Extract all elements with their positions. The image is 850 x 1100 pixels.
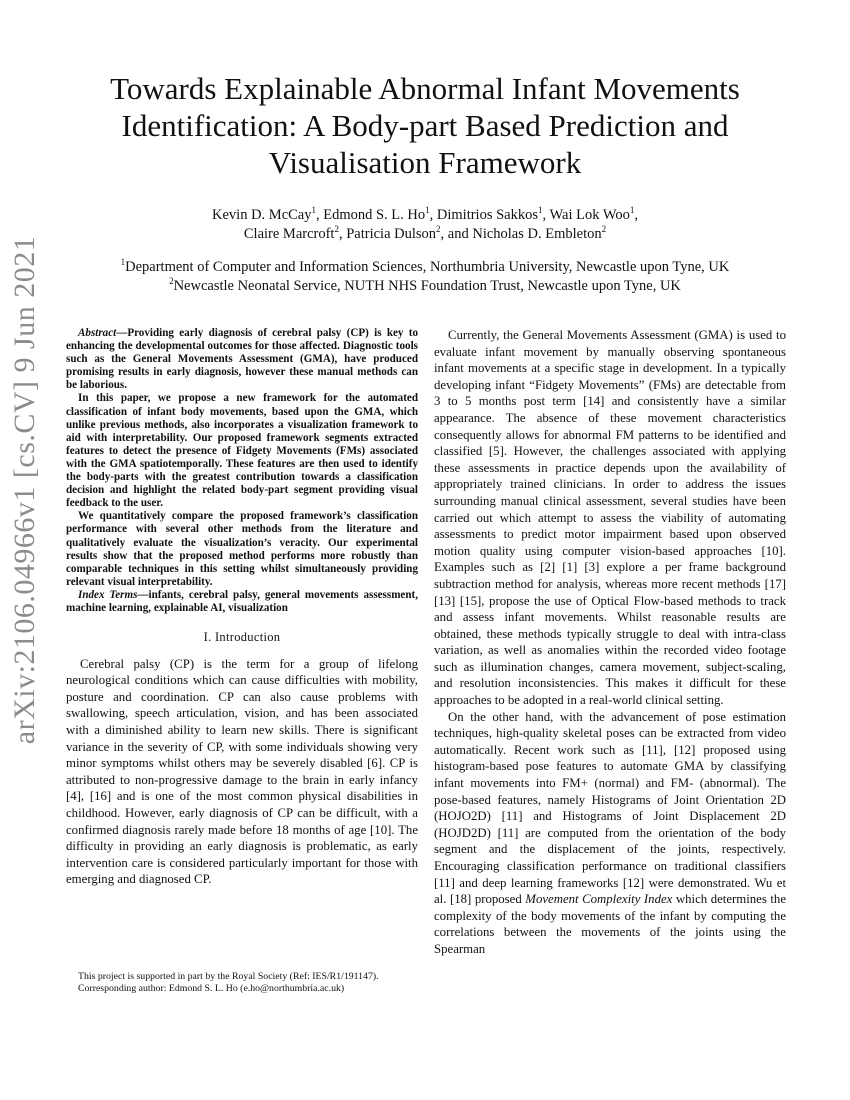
abstract-paragraph: In this paper, we propose a new framework for the automated classification of infant body movements, based upon the GMA, which unlike previous methods, also incorporates a visualization framework to aid with interpretability. Our proposed framework segments extracted features to detect the presence of Fidgety Movements (FMs) associated with the GMA spatiotemporally. These features are then used to identify the body-parts with the greatest contribution towards a classification decision and highlight the related body-part segment providing visual feedback to the user.	[66, 392, 418, 510]
arxiv-identifier-text: arXiv:2106.04966v1 [cs.CV] 9 Jun 2021	[8, 235, 41, 745]
affiliation: $^1$Department of Computer and Information Sciences, Northumbria University, Newcastle upon Tyne, UK	[120, 257, 730, 275]
abstract-label: Abstract	[78, 327, 117, 339]
affiliations	[60, 258, 790, 296]
author-list	[60, 206, 790, 244]
author: Claire Marcroft$^2$,	[243, 224, 347, 242]
right-column	[434, 327, 786, 958]
intro-paragraph: Cerebral palsy (CP) is the term for a group of lifelong neurological conditions which can cause difficulties with mobility, posture and coordination. CP can also cause problems with swallowing, speech articulation, vision, and has been associated with a diminished ability to learn new skills. There is significant variance in the severity of CP, with some individuals showing very minor symptoms whilst others may be severely disabled [6]. CP is attributed to non-progressive damage to the brain in early infancy [4], [16] and is one of the most common physical disabilities in childhood. However, early diagnosis of CP can be difficult, with a confirmed diagnosis rarely made before 18 months of age [10]. The difficulty in providing an early diagnosis is problematic, as early intervention care is considered particularly important for those with emerging and diagnosed CP.	[66, 656, 418, 887]
footnote-support: This project is supported in part by the Royal Society (Ref: IES/R1/191147).	[78, 971, 379, 982]
author-line-1	[60, 206, 790, 225]
index-terms: Index Terms—infants, cerebral palsy, general movements assessment, machine learning, explainable AI, visualization	[66, 588, 418, 614]
footnote	[66, 971, 418, 996]
author: Dimitrios Sakkos$^1$,	[436, 205, 550, 223]
footnote-corresponding: Corresponding author: Edmond S. L. Ho (e.ho@northumbria.ac.uk)	[78, 983, 345, 995]
abstract	[66, 327, 418, 615]
author: Wai Lok Woo$^1$,	[549, 205, 638, 223]
author: Kevin D. McCay$^1$,	[212, 205, 324, 223]
abstract-paragraph: Abstract—Providing early diagnosis of cerebral palsy (CP) is key to enhancing the developmental outcomes for those affected. Diagnostic tools such as the General Movements Assessment (GMA), have produced promising results in early diagnosis, however these manual methods can be laborious.	[66, 327, 418, 392]
author-line-2	[60, 225, 790, 244]
section-heading-introduction: I. Introduction	[203, 630, 281, 645]
body-paragraph: On the other hand, with the advancement of pose estimation techniques, high-quality skeletal poses can be extracted from video automatically. Recent work such as [11], [12] proposed using histogram-based pose features to automate GMA by classifying infant movements into FM+ (normal) and FM- (abnormal). The pose-based features, namely Histograms of Joint Orientation 2D (HOJO2D) [11] and Histograms of Joint Displacement 2D (HOJD2D) [11] are computed from the orientation of the body segment and the displacement of the joints, respectively. Encouraging classification performance on traditional classifiers [11] and deep learning frameworks [12] were demonstrated. Wu et al. [18] proposed Movement Complexity Index which determines the complexity of the body movements of the infant by computing the correlations between the movements of the joints using the Spearman	[434, 709, 786, 956]
abstract-paragraph: We quantitatively compare the proposed framework’s classification performance with several other methods from the literature and qualitatively evaluate the visualization’s veracity. Our experimental results show that the proposed method performs more robustly than comparable techniques in this setting whilst simultaneously providing relevant visual interpretability.	[66, 510, 418, 588]
author: Edmond S. L. Ho$^1$,	[323, 205, 437, 223]
affiliation: $^2$Newcastle Neonatal Service, NUTH NHS Foundation Trust, Newcastle upon Tyne, UK	[169, 276, 681, 294]
author: Nicholas D. Embleton$^2$	[472, 224, 607, 242]
left-column	[66, 327, 418, 888]
author: Patricia Dulson$^2$, and	[346, 224, 473, 242]
index-terms-label: Index Terms	[78, 588, 138, 601]
arxiv-identifier-stamp	[5, 235, 45, 745]
movement-complexity-index-term: Movement Complexity Index	[525, 892, 673, 907]
paper-title: Towards Explainable Abnormal Infant Movements Identification: A Body-part Based Prediction and Visualisation Framework	[110, 71, 740, 180]
body-paragraph: Currently, the General Movements Assessment (GMA) is used to evaluate infant movement by manually observing spontaneous infant movements at a specific stage in development. In a typically developing infant “Fidgety Movements” (FMs) are detectable from 3 to 5 months post term [14] and consistently have a similar appearance. The absence of these movement characteristics consequently allows for abnormal FM patterns to be identified and classified [5]. However, the challenges associated with applying these assessments in practice depends upon the availability of appropriately trained clinicians. In order to address the issues surrounding manual clinical assessment, several studies have been carried out which attempt to assess the viability of automating assessments to predict motor impairment based upon observed motion quality using computer vision-based approaches [10]. Examples such as [2] [1] [3] explore a per frame background subtraction method for analysis, whereas more recent methods [17] [13] [15], propose the use of Optical Flow-based methods to track and assess infant movements. Whilst reasonable results are obtained, these methods typically struggle to deal with intra-class variation, as well as anomalies within the recorded video footage such as illumination changes, camera movement, subject-scaling, and resolution inconsistencies. This makes it difficult for these approaches to be adopted in a real-world clinical setting.	[434, 328, 786, 708]
